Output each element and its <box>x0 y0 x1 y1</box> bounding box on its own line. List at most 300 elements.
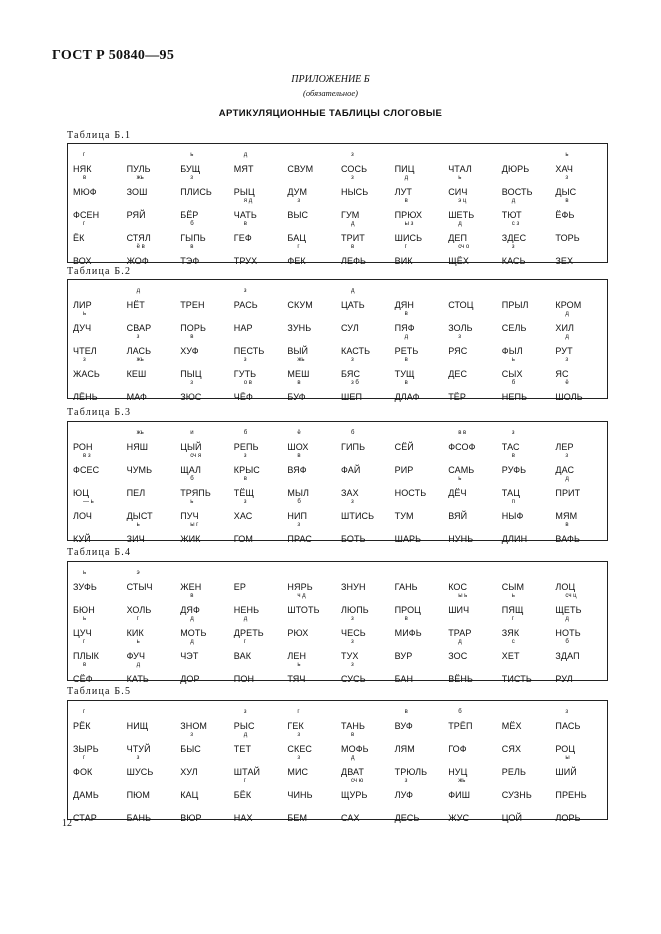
response-mark: з <box>190 380 193 386</box>
syllable: ТАС <box>501 442 520 452</box>
syllable: СУСЬ <box>341 674 366 684</box>
response-mark: д <box>351 221 355 227</box>
syllable: ЗУНЬ <box>287 323 312 333</box>
response-mark: — ь <box>83 499 94 505</box>
syllable: ЦУЧ <box>73 628 92 638</box>
response-mark: г <box>243 778 246 784</box>
appendix-note: (обязательное) <box>303 88 358 98</box>
syllable: ПУЛЬ <box>126 164 151 174</box>
syllable: ФУЧ <box>126 651 146 661</box>
syllable: ХОЛЬ <box>126 605 152 615</box>
syllable-cell <box>502 570 556 592</box>
syllable: ЧАТЬ <box>233 210 257 220</box>
syllable: ЗДАП <box>555 651 580 661</box>
syllable-cell <box>448 570 502 592</box>
syllable-cell <box>502 357 556 379</box>
syllable: ВОСТЬ <box>501 187 533 197</box>
syllable-cell <box>127 778 181 800</box>
syllable-cell <box>127 244 181 266</box>
syllable-cell <box>234 499 288 521</box>
syllable-cell <box>127 334 181 356</box>
syllable-cell <box>180 453 234 475</box>
syllable-cell <box>555 522 609 544</box>
syllable-cell <box>448 221 502 243</box>
syllable-cell <box>180 662 234 684</box>
syllable: ТУХ <box>341 651 359 661</box>
syllable-cell <box>287 616 341 638</box>
syllable: СИЧ <box>448 187 468 197</box>
syllable: ПЯЩ <box>501 605 524 615</box>
syllable: ЛОРЬ <box>555 813 581 823</box>
syllable: ЖУС <box>448 813 470 823</box>
syllable-cell <box>341 430 395 452</box>
response-mark: жь <box>136 430 144 436</box>
syllable: ТАЦ <box>501 488 520 498</box>
syllable: ЧТАЛ <box>448 164 472 174</box>
syllable: ЛАСЬ <box>126 346 152 356</box>
syllable: ШТАЙ <box>233 767 261 777</box>
table-row <box>68 476 607 498</box>
syllable-cell <box>502 709 556 731</box>
syllable-cell <box>502 662 556 684</box>
response-mark: д <box>458 639 462 645</box>
syllable: ЕР <box>233 582 247 592</box>
syllable: ЖАСЬ <box>73 369 100 379</box>
syllable-cell <box>234 311 288 333</box>
syllable-cell <box>287 476 341 498</box>
syllable: ГЕК <box>287 721 304 731</box>
syllable: ШУСЬ <box>126 767 154 777</box>
response-mark: ь <box>83 570 87 576</box>
syllable-cell <box>287 778 341 800</box>
syllable: РЯС <box>448 346 468 356</box>
syllable-cell <box>73 334 127 356</box>
response-mark: жь <box>136 357 144 363</box>
response-mark: в <box>404 357 408 363</box>
syllable-cell <box>448 755 502 777</box>
syllable: ФЕК <box>287 256 306 266</box>
response-mark: з <box>243 453 247 459</box>
syllable: ПРЕНЬ <box>555 790 587 800</box>
response-mark: в <box>243 476 247 482</box>
syllable: МЕШ <box>287 369 310 379</box>
syllable-cell <box>341 198 395 220</box>
syllable-cell <box>234 244 288 266</box>
syllable-cell <box>234 755 288 777</box>
response-mark: д <box>243 616 248 622</box>
syllable-cell <box>341 175 395 197</box>
syllable-cell <box>180 357 234 379</box>
table-row <box>68 430 607 452</box>
syllable-cell <box>287 380 341 402</box>
response-mark: в <box>83 175 87 181</box>
syllable-cell <box>180 639 234 661</box>
syllable: ХИЛ <box>555 323 575 333</box>
syllable: ТЭФ <box>180 256 200 266</box>
syllable-cell <box>395 357 449 379</box>
syllable: ФСОФ <box>448 442 476 452</box>
response-mark: ь <box>511 357 515 363</box>
syllable-cell <box>448 430 502 452</box>
syllable-cell <box>448 499 502 521</box>
syllable-cell <box>234 476 288 498</box>
response-mark: о в <box>243 380 252 386</box>
response-mark: э <box>136 570 140 576</box>
response-mark: з б <box>351 380 359 386</box>
syllable: КАСТЬ <box>341 346 371 356</box>
syllable-cell <box>502 593 556 615</box>
syllable-cell <box>287 499 341 521</box>
syllable-cell <box>341 709 395 731</box>
response-mark: сч ю <box>351 778 364 784</box>
syllable: ДУЧ <box>73 323 92 333</box>
table-label: Таблица Б.3 <box>67 407 132 418</box>
response-mark: в <box>297 380 301 386</box>
response-mark: з <box>351 152 354 158</box>
response-mark: и <box>190 430 194 436</box>
syllable: ТРЕН <box>180 300 205 310</box>
syllable: ФЫЛ <box>501 346 523 356</box>
syllable-cell <box>127 639 181 661</box>
syllable-cell <box>180 732 234 754</box>
syllable: ЯС <box>555 369 569 379</box>
response-mark: сч ц <box>565 593 577 599</box>
response-mark: д <box>565 476 569 482</box>
response-mark: сч о <box>458 244 470 250</box>
syllable: БЫС <box>180 744 201 754</box>
syllable: ДЁЧ <box>448 488 467 498</box>
response-mark: в <box>351 732 355 738</box>
syllable: ПРОЦ <box>394 605 421 615</box>
syllable: НОТЬ <box>555 628 581 638</box>
syllable-cell <box>287 801 341 823</box>
syllable: ЗНУН <box>341 582 366 592</box>
syllable: ДЕСЬ <box>394 813 420 823</box>
response-mark: б <box>190 221 194 227</box>
syllable-cell <box>127 152 181 174</box>
syllable-cell <box>341 357 395 379</box>
syllable-cell <box>341 453 395 475</box>
syllable: ГУМ <box>341 210 360 220</box>
response-mark: ы ь <box>458 593 468 599</box>
syllable: СЕЛЬ <box>501 323 527 333</box>
response-mark: г <box>136 616 139 622</box>
syllable: ЧТЕЛ <box>73 346 97 356</box>
response-mark: г <box>297 709 300 715</box>
response-mark: б <box>297 499 301 505</box>
syllable-cell <box>287 221 341 243</box>
syllable: ЛЁНЬ <box>73 392 98 402</box>
syllable: ЗОС <box>448 651 468 661</box>
syllable: КИК <box>126 628 144 638</box>
response-mark: ь <box>136 522 140 528</box>
response-mark: г <box>83 221 86 227</box>
table-row <box>68 662 607 684</box>
table-label: Таблица Б.1 <box>67 130 132 141</box>
syllable: МЯТ <box>233 164 254 174</box>
syllable-cell <box>555 476 609 498</box>
syllable-cell <box>448 593 502 615</box>
syllable-cell <box>555 453 609 475</box>
syllable-cell <box>73 755 127 777</box>
response-mark: з <box>458 334 461 340</box>
response-mark: д <box>511 198 516 204</box>
syllable-cell <box>234 175 288 197</box>
syllable-cell <box>502 476 556 498</box>
syllable-cell <box>341 593 395 615</box>
syllable: ДЛАФ <box>394 392 420 402</box>
syllable-cell <box>127 311 181 333</box>
syllable-cell <box>180 244 234 266</box>
syllable-cell <box>127 522 181 544</box>
syllable-cell <box>73 430 127 452</box>
syllable-cell <box>395 732 449 754</box>
syllable-cell <box>395 522 449 544</box>
syllable: ЗЮС <box>180 392 202 402</box>
response-mark: з <box>83 357 86 363</box>
syllable-cell <box>341 662 395 684</box>
syllable: ХАС <box>233 511 253 521</box>
syllable-cell <box>502 801 556 823</box>
syllable-cell <box>555 430 609 452</box>
syllable: СТОЦ <box>448 300 474 310</box>
syllable-cell <box>73 311 127 333</box>
syllable-cell <box>73 778 127 800</box>
syllable-cell <box>502 152 556 174</box>
syllable-cell <box>127 221 181 243</box>
syllable: ЧЕСЬ <box>341 628 366 638</box>
syllable: ШИЙ <box>555 767 577 777</box>
syllable-cell <box>341 152 395 174</box>
syllable-cell <box>502 499 556 521</box>
syllable-cell <box>341 801 395 823</box>
response-mark: з <box>190 732 193 738</box>
syllable-cell <box>448 152 502 174</box>
syllable: ХЕТ <box>501 651 520 661</box>
syllable-cell <box>502 311 556 333</box>
syllable-cell <box>555 755 609 777</box>
syllable-cell <box>555 244 609 266</box>
syllable-cell <box>73 732 127 754</box>
syllable: ЦОЙ <box>501 813 523 823</box>
syllable-cell <box>395 639 449 661</box>
syllable-cell <box>341 311 395 333</box>
syllable: КАЦ <box>180 790 199 800</box>
syllable-cell <box>395 662 449 684</box>
syllable: КАТЬ <box>126 674 149 684</box>
response-mark: з <box>243 499 247 505</box>
syllable: ЗИЧ <box>126 534 145 544</box>
syllable: НЯШ <box>126 442 149 452</box>
syllable-cell <box>555 288 609 310</box>
table-row <box>68 639 607 661</box>
syllable-cell <box>234 430 288 452</box>
syllable-cell <box>180 522 234 544</box>
response-mark: д <box>458 221 462 227</box>
syllable-cell <box>287 288 341 310</box>
syllable: ТРУХ <box>233 256 258 266</box>
syllable: МИФЬ <box>394 628 422 638</box>
syllable: ШЕТЬ <box>448 210 475 220</box>
syllable: НАР <box>233 323 253 333</box>
syllable: ЛУФ <box>394 790 414 800</box>
syllable: БАЦ <box>287 233 307 243</box>
syllable-cell <box>502 244 556 266</box>
response-mark: г <box>243 639 246 645</box>
response-mark: д <box>243 732 248 738</box>
syllable: РЕПЬ <box>233 442 259 452</box>
response-mark: э ц <box>458 198 467 204</box>
syllable: ВЯЙ <box>448 511 468 521</box>
response-mark: в <box>190 244 194 250</box>
syllable: ТЁЩ <box>233 488 255 498</box>
syllable-cell <box>341 778 395 800</box>
syllable-cell <box>502 175 556 197</box>
response-mark: б <box>190 476 194 482</box>
syllable: СЫХ <box>501 369 523 379</box>
response-mark: в <box>190 334 194 340</box>
syllable: ПОРЬ <box>180 323 206 333</box>
syllable: ЗНОМ <box>180 721 208 731</box>
response-mark: з <box>565 357 569 363</box>
response-mark: д <box>136 288 141 294</box>
syllable: ЛОЧ <box>73 511 93 521</box>
syllable-cell <box>448 380 502 402</box>
response-mark: в <box>243 221 247 227</box>
response-mark: жь <box>297 357 305 363</box>
syllable-cell <box>73 288 127 310</box>
response-mark: ь <box>136 639 140 645</box>
syllable-cell <box>234 662 288 684</box>
syllable: РОЦ <box>555 744 576 754</box>
syllable-cell <box>448 732 502 754</box>
syllable-cell <box>395 453 449 475</box>
table-label: Таблица Б.2 <box>67 266 132 277</box>
syllable-cell <box>180 570 234 592</box>
syllable: ЖОФ <box>126 256 149 266</box>
syllable: РУФЬ <box>501 465 527 475</box>
syllable: ВУР <box>394 651 413 661</box>
syllable: ДЯФ <box>180 605 200 615</box>
syllable-cell <box>448 288 502 310</box>
table-row <box>68 593 607 615</box>
syllable: НАХ <box>233 813 253 823</box>
syllable: СВУМ <box>287 164 314 174</box>
response-mark: ь <box>458 175 462 181</box>
syllable-cell <box>555 175 609 197</box>
syllable-cell <box>395 430 449 452</box>
response-mark: д <box>404 175 409 181</box>
syllable: ПЯФ <box>394 323 415 333</box>
syllable: СЯХ <box>501 744 522 754</box>
syllable-cell <box>341 244 395 266</box>
syllable: ФИШ <box>448 790 471 800</box>
response-mark: з <box>351 499 354 505</box>
syllable-cell <box>395 221 449 243</box>
syllable: РЫС <box>233 721 255 731</box>
syllable: ТУМ <box>394 511 414 521</box>
response-mark: ё <box>565 380 569 386</box>
syllable: ШТОТЬ <box>287 605 320 615</box>
syllable-cell <box>234 709 288 731</box>
syllable: РЯЙ <box>126 210 146 220</box>
response-mark: в <box>404 198 408 204</box>
syllable: ПЮМ <box>126 790 150 800</box>
syllable-cell <box>287 732 341 754</box>
syllable: ТЁР <box>448 392 466 402</box>
response-mark: з <box>565 175 569 181</box>
syllable-cell <box>341 499 395 521</box>
syllable: НОСТЬ <box>394 488 427 498</box>
table-row <box>68 570 607 592</box>
syllable-cell <box>395 476 449 498</box>
syllable: СТЫЧ <box>126 582 153 592</box>
syllable-cell <box>287 198 341 220</box>
response-mark: г <box>404 244 407 250</box>
syllable-cell <box>127 709 181 731</box>
syllable-cell <box>287 244 341 266</box>
response-mark: д <box>565 311 569 317</box>
syllable-cell <box>234 453 288 475</box>
syllable-cell <box>395 288 449 310</box>
syllable: ДОР <box>180 674 200 684</box>
syllable: РЫЦ <box>233 187 255 197</box>
response-mark: с <box>511 639 515 645</box>
syllable-cell <box>502 334 556 356</box>
table-row <box>68 380 607 402</box>
syllable: БЕМ <box>287 813 308 823</box>
table-row <box>68 221 607 243</box>
syllable: БАНЬ <box>126 813 152 823</box>
syllable: ДЯН <box>394 300 414 310</box>
response-mark: г <box>511 616 514 622</box>
syllable: ДЫС <box>555 187 577 197</box>
syllable-cell <box>555 334 609 356</box>
syllable: ЗАХ <box>341 488 359 498</box>
syllable-cell <box>234 570 288 592</box>
syllable-cell <box>180 430 234 452</box>
syllable-cell <box>180 593 234 615</box>
response-mark: б <box>351 430 355 436</box>
response-mark: д <box>565 616 569 622</box>
syllable: ПРЫЛ <box>501 300 529 310</box>
syllable-cell <box>555 709 609 731</box>
syllable-cell <box>73 198 127 220</box>
syllable-cell <box>555 570 609 592</box>
syllable: ЗОЛЬ <box>448 323 473 333</box>
syllable-cell <box>395 499 449 521</box>
doc-header: ГОСТ Р 50840—95 <box>52 48 175 63</box>
syllable-cell <box>234 522 288 544</box>
syllable: ЛОЦ <box>555 582 576 592</box>
syllable-cell <box>448 522 502 544</box>
syllable: ЦЫЙ <box>180 442 202 452</box>
response-mark: б <box>243 430 248 436</box>
syllable: ЮЦ <box>73 488 89 498</box>
syllable-cell <box>73 453 127 475</box>
syllable: ШИСЬ <box>394 233 423 243</box>
syllable-cell <box>234 334 288 356</box>
syllable-cell <box>341 639 395 661</box>
syllable: БУФ <box>287 392 306 402</box>
syllable: ВИК <box>394 256 413 266</box>
response-mark: г <box>83 639 86 645</box>
syllable: ВЮР <box>180 813 202 823</box>
syllable: ДВАТ <box>341 767 364 777</box>
response-mark: з <box>404 778 408 784</box>
syllable: БЁК <box>233 790 252 800</box>
syllable-cell <box>555 732 609 754</box>
